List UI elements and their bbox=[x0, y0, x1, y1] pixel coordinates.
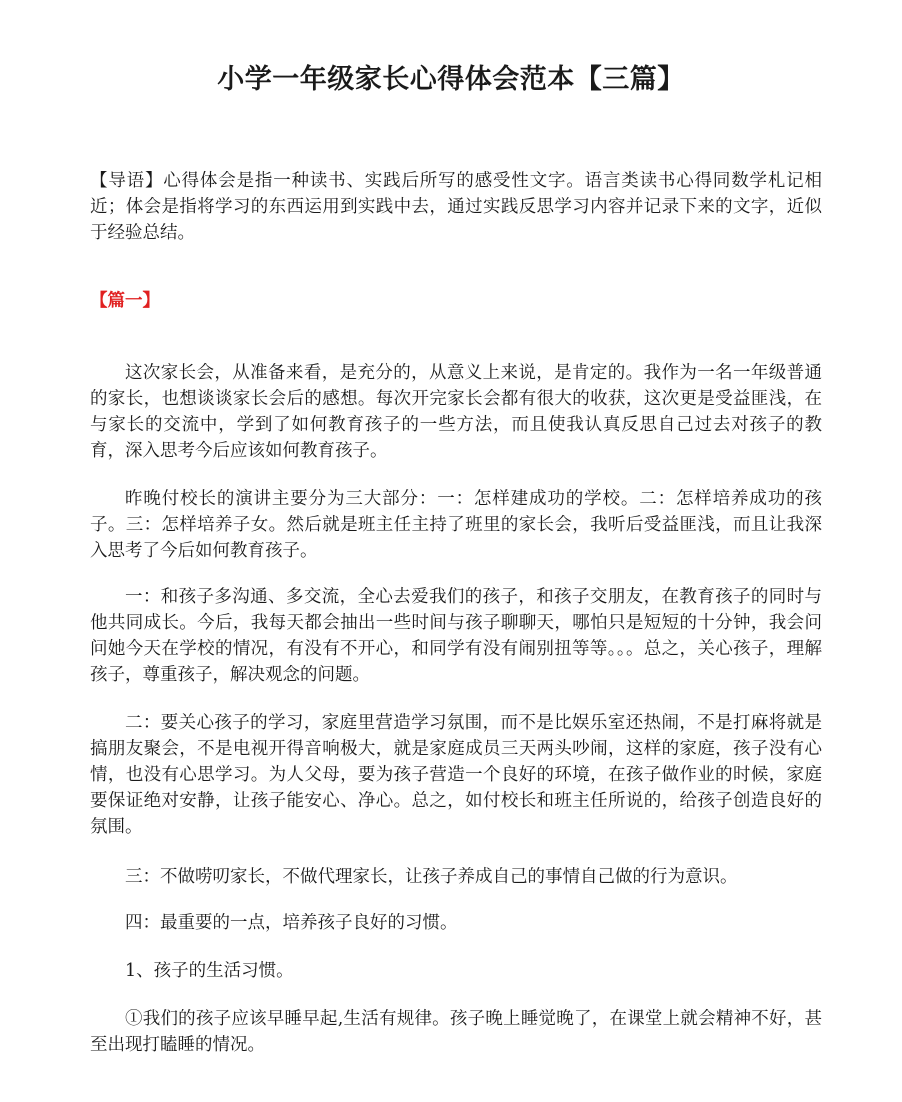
paragraph-3: 一：和孩子多沟通、多交流，全心去爱我们的孩子，和孩子交朋友，在教育孩子的同时与他共同成长。今后，我每天都会抽出一些时间与孩子聊聊天，哪怕只是短短的十分钟，我会问问她今天在学校的情况，有没有不开心，和同学有没有闹别扭等等。。。总之，关心孩子，理解孩子，尊重孩子，解决观念的问题。 bbox=[90, 587, 822, 685]
intro-paragraph: 【导语】心得体会是指一种读书、实践后所写的感受性文字。语言类读书心得同数学札记相近；体会是指将学习的东西运用到实践中去，通过实践反思学习内容并记录下来的文字，近似于经验总结。 bbox=[90, 171, 822, 243]
paragraph-5: 三：不做唠叨家长，不做代理家长，让孩子养成自己的事情自己做的行为意识。 bbox=[125, 867, 738, 887]
paragraph-2: 昨晚付校长的演讲主要分为三大部分：一：怎样建成功的学校。二：怎样培养成功的孩子。三：怎样培养子女。然后就是班主任主持了班里的家长会，我听后受益匪浅，而且让我深入思考了今后如何教育孩子。 bbox=[90, 489, 822, 561]
paragraph-6: 四：最重要的一点，培养孩子良好的习惯。 bbox=[125, 913, 458, 933]
paragraph-8: ①我们的孩子应该早睡早起,生活有规律。孩子晚上睡觉晚了，在课堂上就会精神不好，甚至出现打瞌睡的情况。 bbox=[90, 1009, 822, 1055]
paragraph-7: 1、孩子的生活习惯。 bbox=[125, 961, 294, 981]
paragraph-1: 这次家长会，从准备来看，是充分的，从意义上来说，是肯定的。我作为一名一年级普通的家长，也想谈谈家长会后的感想。每次开完家长会都有很大的收获，这次更是受益匪浅，在与家长的交流中，学到了如何教育孩子的一些方法，而且使我认真反思自己过去对孩子的教育，深入思考今后应该如何教育孩子。 bbox=[90, 363, 822, 461]
document-title: 小学一年级家长心得体会范本【三篇】 bbox=[217, 64, 685, 95]
paragraph-4: 二：要关心孩子的学习，家庭里营造学习氛围，而不是比娱乐室还热闹，不是打麻将就是搞朋友聚会，不是电视开得音响极大，就是家庭成员三天两头吵闹，这样的家庭，孩子没有心情，也没有心思学习。为人父母，要为孩子营造一个良好的环境，在孩子做作业的时候，家庭要保证绝对安静，让孩子能安心、净心。总之，如付校长和班主任所说的，给孩子创造良好的氛围。 bbox=[90, 713, 822, 837]
section-heading: 【篇一】 bbox=[90, 291, 160, 311]
